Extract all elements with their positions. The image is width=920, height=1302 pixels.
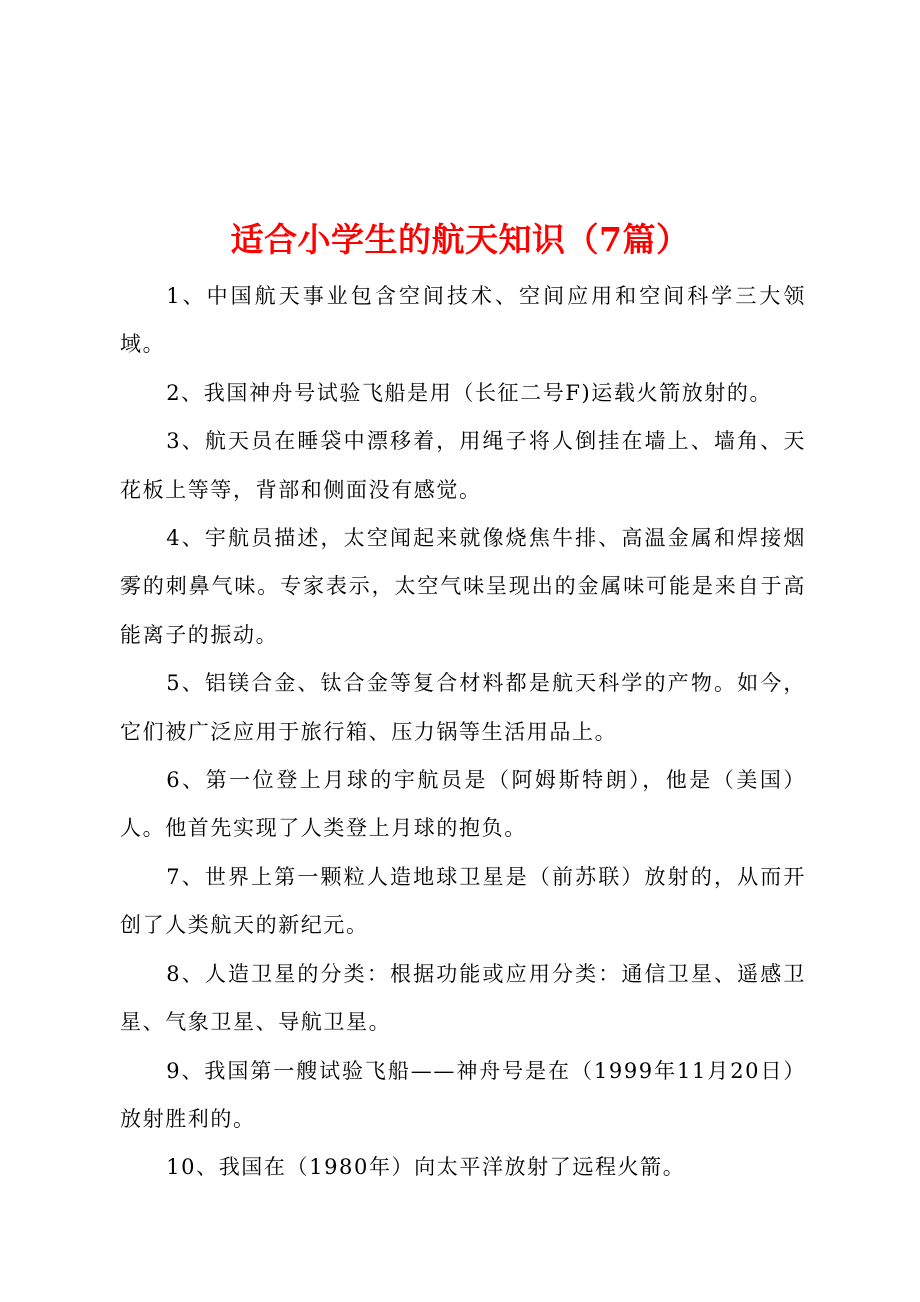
paragraph-5: 5、铝镁合金、钛合金等复合材料都是航天科学的产物。如今，它们被广泛应用于旅行箱、压力锅等生活用品上。 [120, 671, 806, 744]
paragraph-2: 2、我国神舟号试验飞船是用（长征二号F)运载火箭放射的。 [166, 380, 773, 405]
paragraph-6: 6、第一位登上月球的宇航员是（阿姆斯特朗），他是（美国）人。他首先实现了人类登上月球的抱负。 [120, 768, 806, 841]
paragraph-9: 9、我国第一艘试验飞船——神舟号是在（1999年11月20日）放射胜利的。 [120, 1058, 806, 1131]
paragraph-1: 1、中国航天事业包含空间技术、空间应用和空间科学三大领域。 [120, 284, 806, 357]
paragraph-10: 10、我国在（1980年）向太平洋放射了远程火箭。 [166, 1155, 686, 1180]
paragraph-4: 4、宇航员描述，太空闻起来就像烧焦牛排、高温金属和焊接烟雾的刺鼻气味。专家表示，太空气味呈现出的金属味可能是来自于高能离子的振动。 [120, 526, 806, 647]
paragraph-8: 8、人造卫星的分类：根据功能或应用分类：通信卫星、遥感卫星、气象卫星、导航卫星。 [120, 961, 806, 1035]
paragraph-7: 7、世界上第一颗粒人造地球卫星是（前苏联）放射的，从而开创了人类航天的新纪元。 [120, 864, 806, 938]
document-title: 适合小学生的航天知识（7篇） [230, 220, 690, 260]
paragraph-3: 3、航天员在睡袋中漂移着，用绳子将人倒挂在墙上、墙角、天花板上等等，背部和侧面没有感觉。 [120, 429, 806, 502]
document-body [120, 272, 806, 1192]
